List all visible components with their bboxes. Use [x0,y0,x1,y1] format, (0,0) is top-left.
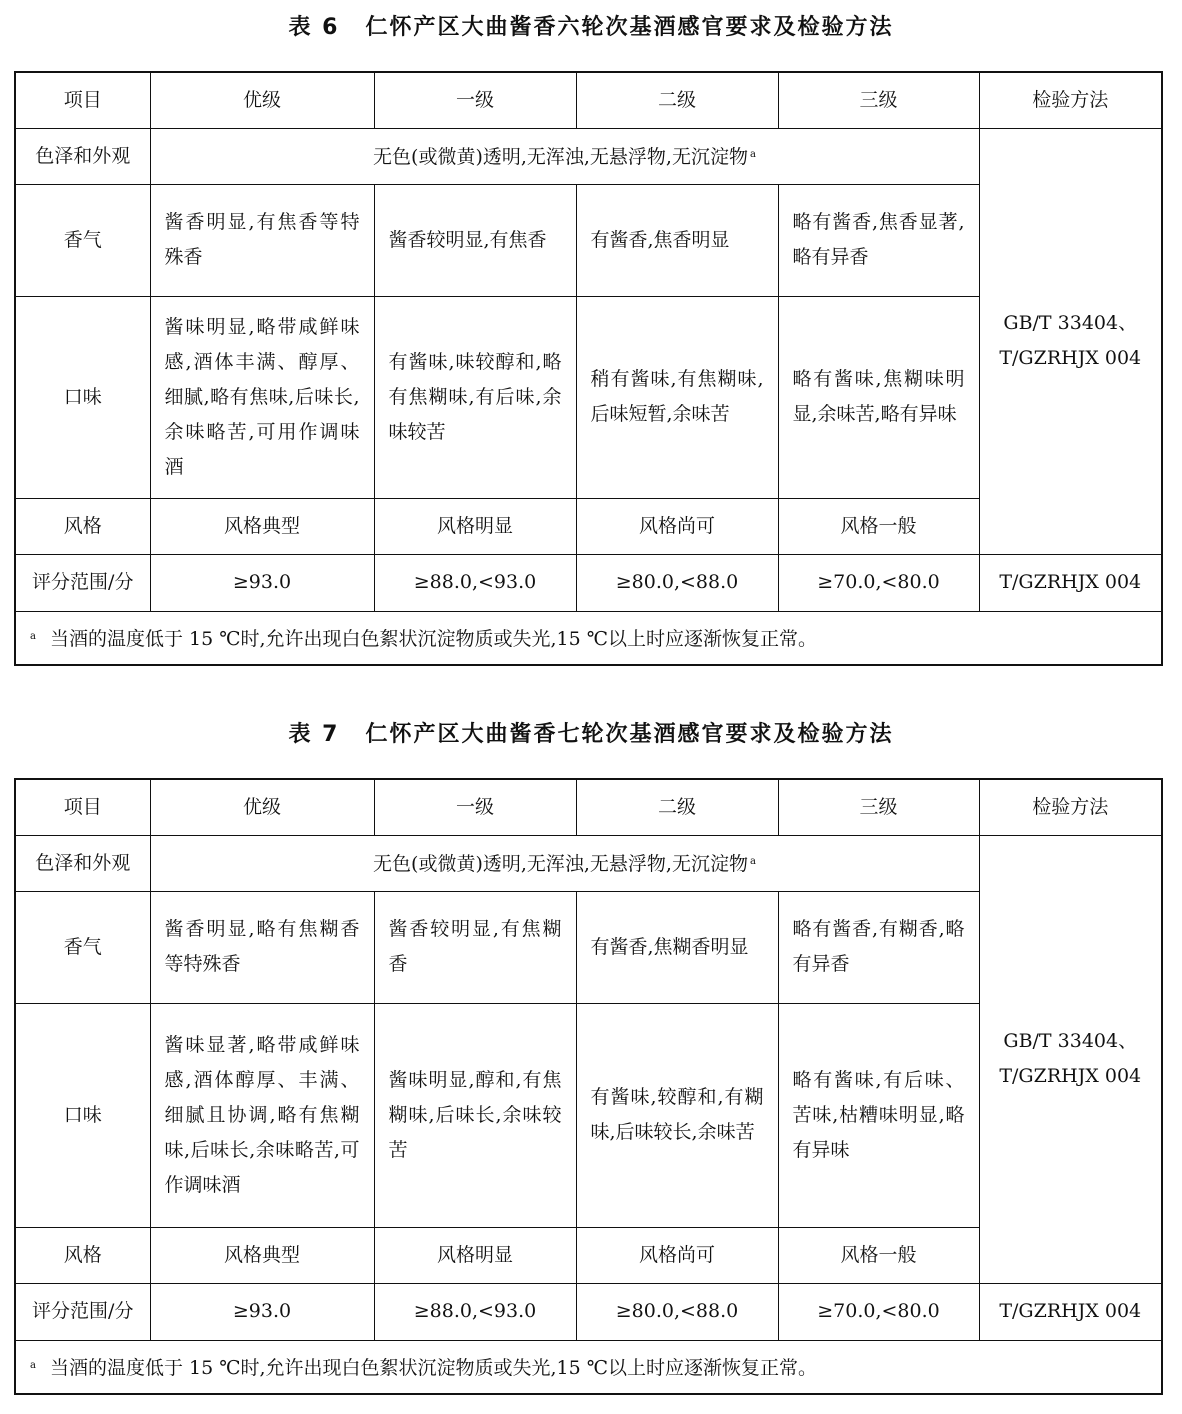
aroma-grade-2: 有酱香,焦香明显 [576,184,778,296]
score-grade-1: ≥88.0,<93.0 [374,1283,576,1340]
table-6 [14,71,1163,666]
table-7 [14,778,1163,1395]
footnote-text: 当酒的温度低于 15 ℃时,允许出现白色絮状沉淀物质或失光,15 ℃以上时应逐渐恢复正常。 [49,1356,818,1379]
style-grade-3: 风格一般 [778,498,979,554]
footnote-marker: a [30,1359,36,1371]
table-6-number: 表 6 [288,15,340,40]
header-grade-1: 一级 [374,779,576,835]
score-grade-3: ≥70.0,<80.0 [778,554,979,611]
aroma-grade-2: 有酱香,焦糊香明显 [576,891,778,1003]
score-premium: ≥93.0 [150,554,374,611]
header-grade-3: 三级 [778,779,979,835]
taste-premium: 酱味明显,略带咸鲜味感,酒体丰满、醇厚、细腻,略有焦味,后味长,余味略苦,可用作调味酒 [150,296,374,498]
table-7-title: 仁怀产区大曲酱香七轮次基酒感官要求及检验方法 [365,722,894,747]
header-premium: 优级 [150,779,374,835]
style-grade-1: 风格明显 [374,1227,576,1283]
footnote-text: 当酒的温度低于 15 ℃时,允许出现白色絮状沉淀物质或失光,15 ℃以上时应逐渐恢复正常。 [49,627,818,650]
score-grade-2: ≥80.0,<88.0 [576,554,778,611]
row-appearance [15,835,1162,891]
score-method: T/GZRHJX 004 [979,1283,1162,1340]
header-grade-2: 二级 [576,72,778,128]
taste-grade-1: 酱味明显,醇和,有焦糊味,后味长,余味较苦 [374,1003,576,1227]
taste-grade-1: 有酱味,味较醇和,略有焦糊味,有后味,余味较苦 [374,296,576,498]
header-item: 项目 [15,72,150,128]
header-method: 检验方法 [979,779,1162,835]
header-item: 项目 [15,779,150,835]
score-premium: ≥93.0 [150,1283,374,1340]
style-grade-3: 风格一般 [778,1227,979,1283]
method-line: T/GZRHJX 004 [999,1065,1142,1087]
taste-grade-3: 略有酱味,有后味、苦味,枯糟味明显,略有异味 [778,1003,979,1227]
table-header-row [15,72,1162,128]
table-footnote [15,611,1162,665]
row-footnote [15,1340,1162,1394]
table-7-number: 表 7 [288,722,340,747]
method-cell [979,835,1162,1283]
row-appearance [15,128,1162,184]
taste-grade-2: 稍有酱味,有焦糊味,后味短暂,余味苦 [576,296,778,498]
method-line: GB/T 33404、 [1003,312,1138,334]
method-line: T/GZRHJX 004 [999,347,1142,369]
row-label: 香气 [15,184,150,296]
taste-premium: 酱味显著,略带咸鲜味感,酒体醇厚、丰满、细腻且协调,略有焦糊味,后味长,余味略苦,可作调味酒 [150,1003,374,1227]
style-premium: 风格典型 [150,1227,374,1283]
row-label: 色泽和外观 [15,835,150,891]
aroma-premium: 酱香明显,略有焦糊香等特殊香 [150,891,374,1003]
footnote-marker: a [749,149,756,160]
row-score [15,554,1162,611]
table-footnote [15,1340,1162,1394]
header-method: 检验方法 [979,72,1162,128]
taste-grade-3: 略有酱味,焦糊味明显,余味苦,略有异味 [778,296,979,498]
aroma-grade-3: 略有酱香,焦香显著,略有异香 [778,184,979,296]
style-premium: 风格典型 [150,498,374,554]
footnote-marker: a [30,630,36,642]
appearance-value: 无色(或微黄)透明,无浑浊,无悬浮物,无沉淀物 $^a$ [150,128,979,184]
header-grade-1: 一级 [374,72,576,128]
header-grade-3: 三级 [778,72,979,128]
style-grade-2: 风格尚可 [576,498,778,554]
aroma-premium: 酱香明显,有焦香等特殊香 [150,184,374,296]
aroma-grade-1: 酱香较明显,有焦糊香 [374,891,576,1003]
score-grade-1: ≥88.0,<93.0 [374,554,576,611]
row-label: 色泽和外观 [15,128,150,184]
table-7-caption [0,717,1182,748]
header-grade-2: 二级 [576,779,778,835]
score-grade-2: ≥80.0,<88.0 [576,1283,778,1340]
score-grade-3: ≥70.0,<80.0 [778,1283,979,1340]
row-label: 评分范围/分 [15,1283,150,1340]
appearance-value: 无色(或微黄)透明,无浑浊,无悬浮物,无沉淀物 $^a$ [150,835,979,891]
style-grade-2: 风格尚可 [576,1227,778,1283]
table-6-title: 仁怀产区大曲酱香六轮次基酒感官要求及检验方法 [365,15,894,40]
method-cell [979,128,1162,554]
header-premium: 优级 [150,72,374,128]
taste-grade-2: 有酱味,较醇和,有糊味,后味较长,余味苦 [576,1003,778,1227]
row-label: 风格 [15,498,150,554]
score-method: T/GZRHJX 004 [979,554,1162,611]
footnote-marker: a [749,856,756,867]
aroma-grade-1: 酱香较明显,有焦香 [374,184,576,296]
row-label: 口味 [15,296,150,498]
row-label: 评分范围/分 [15,554,150,611]
style-grade-1: 风格明显 [374,498,576,554]
row-label: 风格 [15,1227,150,1283]
row-label: 香气 [15,891,150,1003]
row-score [15,1283,1162,1340]
table-header-row [15,779,1162,835]
row-footnote [15,611,1162,665]
aroma-grade-3: 略有酱香,有糊香,略有异香 [778,891,979,1003]
table-6-caption [0,10,1182,41]
method-line: GB/T 33404、 [1003,1030,1138,1052]
row-label: 口味 [15,1003,150,1227]
